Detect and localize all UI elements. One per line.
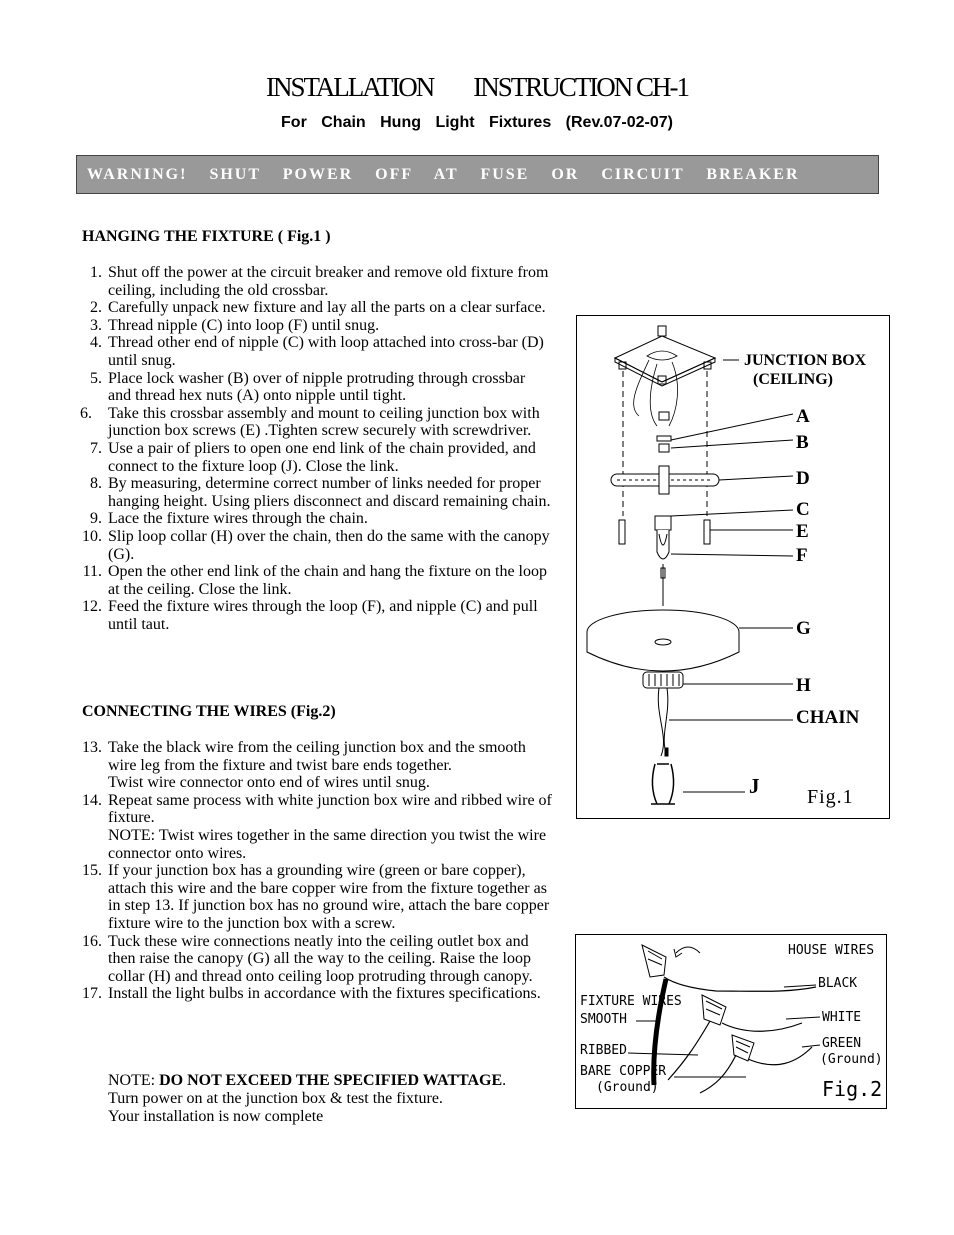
step-text: Slip loop collar (H) over the chain, then do the same with the canopy (G). [108,527,550,563]
step-number: 2. [90,299,102,317]
step-item [82,299,552,317]
bare-copper-label: BARE COPPER [580,1064,667,1079]
warning-banner: WARNING! SHUT POWER OFF AT FUSE OR CIRCUIT BREAKER [76,155,879,194]
note-suffix: . [502,1072,507,1089]
step-number: 10. [82,527,102,545]
step-text: Thread nipple (C) into loop (F) until snug. [108,316,380,334]
wiring-steps-list [82,739,552,1003]
closing-line-1: Turn power on at the junction box & test the fixture. [108,1090,443,1107]
step-text: By measuring, determine correct number of links needed for proper hanging height. Using pliers disconnect and discard remaining chain. [108,475,551,510]
step-number: 9. [90,510,102,528]
label-g: G [796,618,811,639]
house-wires [634,360,678,426]
step-number: 4. [90,334,102,352]
step-text: Carefully unpack new fixture and lay all the parts on a clear surface. [108,299,546,317]
step-number: 14. [82,791,102,809]
figure-1 [576,315,890,819]
nipple-and-loop [655,516,671,559]
step-number: 15. [82,862,102,880]
green-ground-label: (Ground) [820,1052,883,1067]
step-item [82,862,552,932]
green-label: GREEN [822,1036,862,1051]
wattage-note [108,1072,506,1090]
step-number: 13. [82,739,102,756]
ceiling-label: (CEILING) [753,371,834,388]
loop-collar [643,672,683,688]
label-chain: CHAIN [796,707,860,728]
step-extra-note: NOTE: Twist wires together in the same direction you twist the wire connector onto wires. [108,826,547,862]
fig1-drawing [577,316,889,818]
step-text: Tuck these wire connections neatly into the ceiling outlet box and then raise the canopy (G) all the way to the ceiling. Raise the loop collar (H) and thread onto ceiling loop protruding through canopy. [108,932,533,985]
step-number: 3. [90,316,102,334]
label-f: F [796,545,808,566]
step-text: Shut off the power at the circuit breaker and remove old fixture from ceiling, including the old crossbar. [108,264,549,299]
step-item [82,985,552,1003]
step-number: 16. [82,932,102,950]
step-item [82,405,552,440]
step-item [82,598,552,633]
house-wires-label: HOUSE WIRES [788,943,875,958]
document-title [0,72,954,103]
upper-chain [661,564,665,606]
step-item [82,933,552,986]
arrowhead-icon [674,949,682,957]
figure-2 [575,934,887,1109]
hanging-steps-list [82,264,552,633]
label-d: D [796,468,810,489]
twist-arrow-icon [676,947,700,953]
black-label: BLACK [818,976,858,991]
step-text: Install the light bulbs in accordance with the fixtures specifications. [108,985,541,1003]
fig1-caption: Fig.1 [807,786,854,808]
step-item [82,317,552,335]
note-bold: DO NOT EXCEED THE SPECIFIED WATTAGE [159,1072,503,1089]
fixture-wires-label: FIXTURE WIRES [580,994,682,1009]
step-extra-note: Twist wire connector onto end of wires until snug. [108,774,430,792]
fig2-caption: Fig.2 [822,1077,883,1101]
section-heading-hanging: HANGING THE FIXTURE ( Fig.1 ) [82,228,331,245]
step-text: Take the black wire from the ceiling junction box and the smooth wire leg from the fixture and twist bare ends together. [108,739,526,774]
step-item [82,510,552,528]
title-installation: INSTALLATION [265,72,434,102]
step-number: 5. [90,369,102,387]
step-item [82,264,552,299]
step-item [82,334,552,369]
step-text: Take this crossbar assembly and mount to ceiling junction box with junction box screws (E) .Tighten screw securely with screwdriver. [108,404,540,440]
step-item [82,370,552,405]
junction-box-plate [615,326,715,386]
leader-lines [669,360,793,792]
junction-box-label: JUNCTION BOX [744,352,867,369]
label-h: H [796,675,811,696]
step-item [82,528,552,563]
section-heading-wires: CONNECTING THE WIRES (Fig.2) [82,703,336,720]
step-number: 11. [82,563,102,581]
step-item [82,563,552,598]
step-text: Use a pair of pliers to open one end link of the chain provided, and connect to the fixture loop (J). Close the link. [108,439,536,475]
hex-nut-washer [657,412,671,452]
label-e: E [796,521,809,542]
step-number: 7. [90,439,102,457]
step-text: Open the other end link of the chain and hang the fixture on the loop at the ceiling. Close the link. [108,563,547,598]
document-subtitle: For Chain Hung Light Fixtures (Rev.07-02-07) [281,114,673,131]
canopy [587,610,739,671]
label-j: J [749,774,760,798]
step-number: 8. [90,475,102,493]
step-text: Thread other end of nipple (C) with loop attached into cross-bar (D) until snug. [108,334,544,369]
fig2-drawing [576,935,886,1108]
step-text: If your junction box has a grounding wire (green or bare copper), attach this wire and the bare copper wire from the fixture together as in step 13. If junction box has no ground wire, attach the bare copper fixture wire to the junction box with a screw. [108,862,550,932]
closing-line-2: Your installation is now complete [108,1108,324,1125]
step-text: Repeat same process with white junction box wire and ribbed wire of fixture. [108,791,552,827]
step-text: Place lock washer (B) over of nipple protruding through crossbar and thread hex nuts (A) onto nipple until tight. [108,369,526,405]
step-number: 1. [90,264,102,281]
smooth-label: SMOOTH [580,1012,627,1027]
lower-chain [658,688,668,756]
step-item [82,475,552,510]
step-item [82,739,552,792]
copper-ground-label: (Ground) [596,1080,659,1095]
step-number: 6. [80,404,92,422]
crossbar [611,466,719,494]
title-instruction: INSTRUCTION CH-1 [473,72,689,102]
step-number: 12. [82,598,102,616]
label-c: C [796,499,810,520]
step-number: 17. [82,985,102,1003]
fixture-loop [651,764,675,804]
step-item [82,440,552,475]
label-b: B [796,432,809,453]
step-text: Feed the fixture wires through the loop (F), and nipple (C) and pull until taut. [108,598,538,633]
label-a: A [796,406,810,427]
step-item [82,792,552,862]
ribbed-label: RIBBED [580,1043,627,1058]
step-text: Lace the fixture wires through the chain. [108,510,368,528]
note-prefix: NOTE: [108,1072,160,1089]
white-label: WHITE [822,1010,862,1025]
